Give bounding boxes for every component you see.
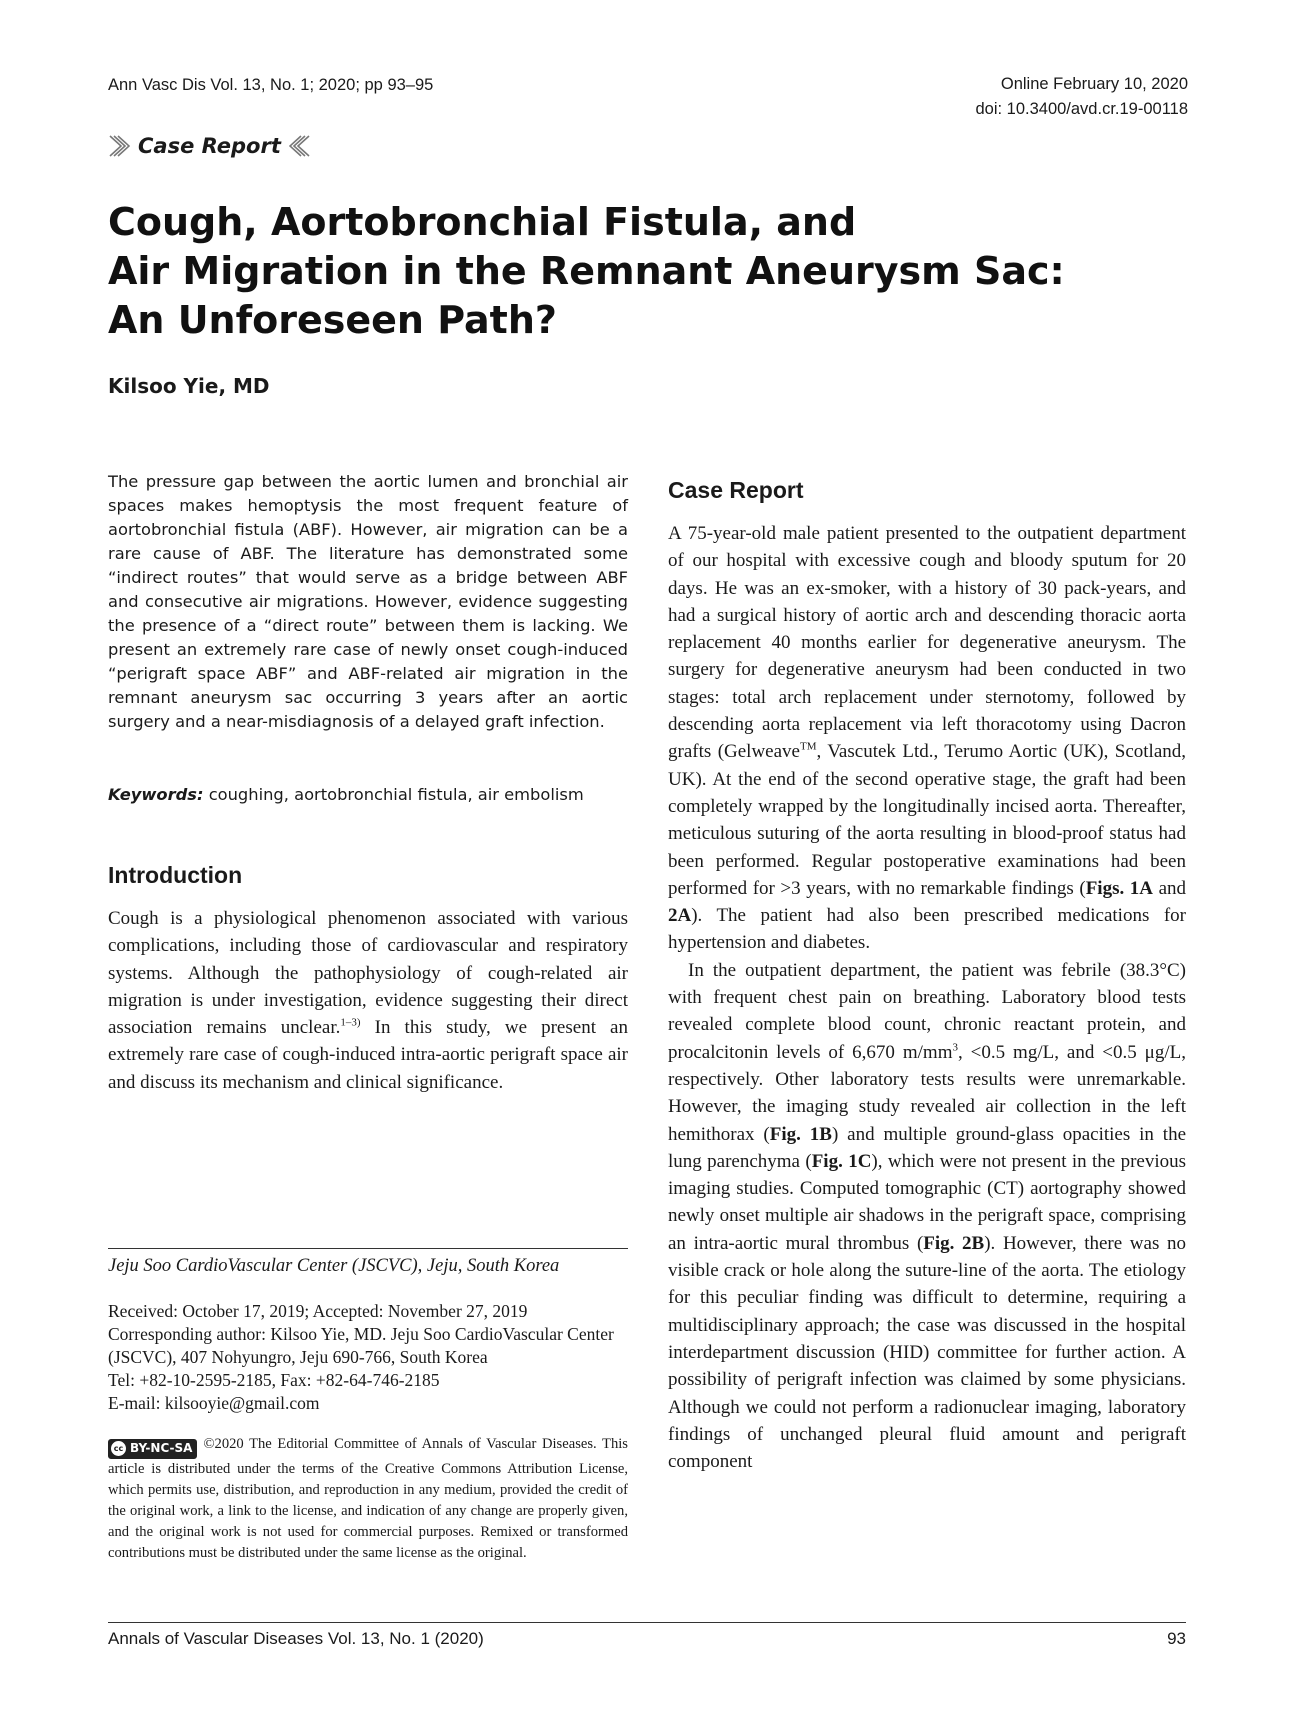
case-report-text [668, 520, 1186, 1475]
text-run: ) and multiple ground-glass opacities in the lung parenchyma ( [668, 1123, 1187, 1172]
text-run: In the outpatient department, the patient was febrile (38.3°C) with frequent chest pain on breathing. Laboratory blood tests revealed complete blood count, chronic reactant protein, and procalcitonin levels of 6,670 m/mm [668, 959, 1186, 1063]
doi[interactable]: doi: 10.3400/avd.cr.19-00118 [975, 100, 1188, 118]
phone-fax: Tel: +82-10-2595-2185, Fax: +82-64-746-2185 [108, 1370, 440, 1390]
figure-reference[interactable]: Fig. 1C [811, 1150, 872, 1172]
running-citation: Ann Vasc Dis Vol. 13, No. 1; 2020; pp 93–95 [108, 76, 434, 94]
corresponding-author: Corresponding author: Kilsoo Yie, MD. Jeju Soo CardioVascular Center (JSCVC), 407 Nohyungro, Jeju 690-766, South Korea [108, 1324, 614, 1367]
abstract: The pressure gap between the aortic lumen and bronchial air spaces makes hemoptysis the most frequent feature of aortobronchial fistula (ABF). However, air migration can be a rare cause of ABF. The literature has demonstrated some “indirect routes” that would serve as a bridge between ABF and consecutive air migrations. However, evidence suggesting the presence of a “direct route” between them is lacking. We present an extremely rare case of newly onset cough-induced “perigraft space ABF” and ABF-related air migration in the remnant aneurysm sac occurring 3 years after an aortic surgery and a near-misdiagnosis of a delayed graft infection. [108, 472, 628, 731]
footer-divider [108, 1622, 1186, 1623]
license-text: ©2020 The Editorial Committee of Annals of Vascular Diseases. This article is distributed under the terms of the Creative Commons Attribution License, which permits use, distribution, and reproduction in any medium, provided the credit of the original work, a link to the license, and indication of any change are properly given, and the original work is not used for commercial purposes. Remixed or transformed contributions must be distributed under the same license as the original. [108, 1436, 628, 1562]
chevron-left-icon [289, 133, 311, 159]
chevron-right-icon [108, 133, 130, 159]
case-paragraph-2 [668, 957, 1186, 1476]
figure-reference[interactable]: Fig. 1B [769, 1123, 832, 1145]
text-run: ). The patient had also been prescribed medications for hypertension and diabetes. [668, 905, 1186, 954]
intro-text-part: In this study, we present an extremely rare case of cough-induced intra-aortic perigraft space air and discuss its mechanism and clinical significance. [108, 1017, 628, 1093]
intro-text-part: Cough is a physiological phenomenon associated with various complications, including those of cardiovascular and respiratory systems. Although the pathophysiology of cough-related air migration is under investigation, evidence suggesting their direct association remains unclear. [108, 908, 628, 1039]
superscript: 3 [952, 1041, 958, 1054]
text-run: , Vascutek Ltd., Terumo Aortic (UK), Scotland, UK). At the end of the second operative stage, the graft had been completely wrapped by the longitudinally incised aorta. Thereafter, meticulous suturing of the aorta resulting in blood-proof status had been performed. Regular postoperative examinations had been performed for >3 years, with no remarkable findings ( [668, 741, 1187, 899]
email[interactable]: E-mail: kilsooyie@gmail.com [108, 1393, 320, 1413]
license-notice [108, 1434, 628, 1565]
introduction-text [108, 905, 628, 1096]
title-line-2: Air Migration in the Remnant Aneurysm Sac: [108, 249, 1065, 293]
title-line-1: Cough, Aortobronchial Fistula, and [108, 200, 857, 244]
keywords [108, 785, 628, 804]
received-dates: Received: October 17, 2019; Accepted: November 27, 2019 [108, 1301, 528, 1321]
text-run: ), which were not present in the previous imaging studies. Computed tomographic (CT) aortography showed newly onset multiple air shadows in the perigraft space, comprising an intra-aortic mural thrombus ( [668, 1150, 1186, 1254]
online-date: Online February 10, 2020 [1000, 75, 1188, 93]
cc-license-type: BY-NC-SA [130, 1440, 193, 1455]
article-title [108, 198, 1108, 345]
title-line-3: An Unforeseen Path? [108, 298, 557, 342]
cc-license-badge[interactable] [108, 1439, 197, 1459]
case-report-heading: Case Report [668, 477, 804, 503]
trademark-mark: TM [799, 741, 817, 754]
keywords-label: Keywords: [108, 785, 204, 804]
affiliation: Jeju Soo CardioVascular Center (JSCVC), Jeju, South Korea [108, 1256, 560, 1276]
cc-icon: cc [111, 1441, 126, 1456]
section-label [108, 133, 311, 159]
figure-reference[interactable]: Fig. 2B [923, 1232, 985, 1254]
text-run: ). However, there was no visible crack or hole along the suture-line of the aorta. The etiology for this peculiar finding was difficult to determine, requiring a multidisciplinary approach; the case was discussed in the hospital interdepartment discussion (HID) committee for further action. A possibility of perigraft infection was claimed by some physicians. Although we could not perform a radionuclear imaging, laboratory findings of unchanged pleural fluid amount and perigraft component [668, 1232, 1186, 1473]
figure-reference[interactable]: 2A [668, 905, 692, 927]
keywords-text: coughing, aortobronchial fistula, air embolism [208, 785, 584, 804]
author-name: Kilsoo Yie, MD [108, 374, 270, 398]
reference-citation[interactable]: 1–3) [340, 1016, 361, 1029]
correspondence-block [108, 1300, 628, 1415]
section-label-text: Case Report [138, 134, 281, 158]
publication-info [975, 72, 1188, 122]
page-number: 93 [1167, 1629, 1186, 1648]
text-run: , <0.5 mg/L, and <0.5 μg/L, respectively. Other laboratory tests results were unremarkable. However, the imaging study revealed air collection in the left hemithorax ( [668, 1041, 1186, 1145]
affiliation-divider [108, 1248, 628, 1249]
introduction-heading: Introduction [108, 862, 243, 888]
text-run: A 75-year-old male patient presented to the outpatient department of our hospital with excessive cough and bloody sputum for 20 days. He was an ex-smoker, with a history of 30 pack-years, and had a surgical history of aortic arch and descending thoracic aorta replacement 40 months earlier for degenerative aneurysm. The surgery for degenerative aneurysm had been conducted in two stages: total arch replacement under sternotomy, followed by descending aorta replacement via left thoracotomy using Dacron grafts (Gelweave [668, 523, 1186, 763]
text-run: and [1153, 877, 1187, 899]
case-paragraph-1 [668, 520, 1186, 957]
figure-reference[interactable]: Figs. 1A [1085, 877, 1154, 899]
footer-journal: Annals of Vascular Diseases Vol. 13, No. 1 (2020) [108, 1629, 484, 1648]
